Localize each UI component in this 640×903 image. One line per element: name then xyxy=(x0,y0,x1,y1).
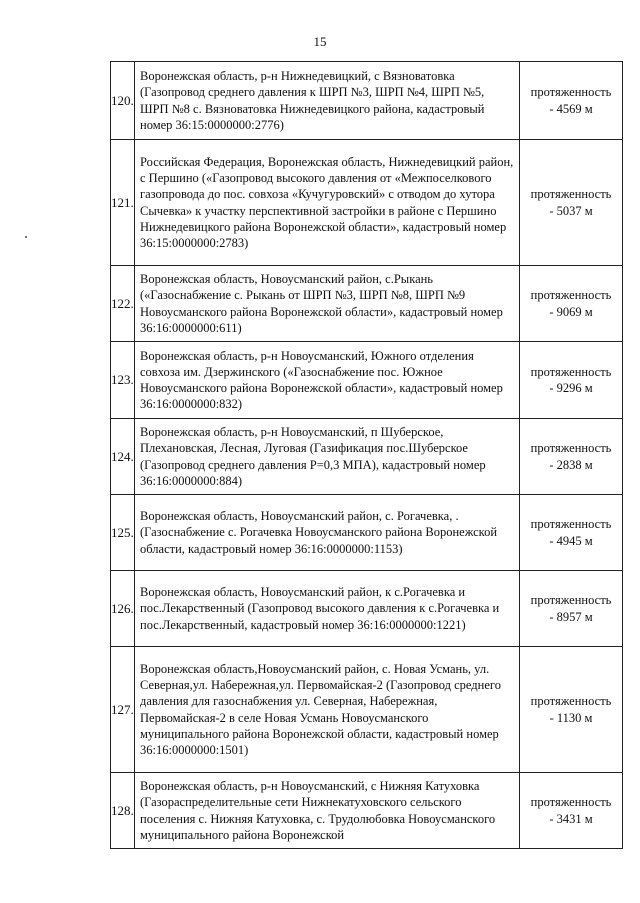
row-description: Российская Федерация, Воронежская область, Нижнедевицкий район, с Першино («Газопровод высокого давления от «Межпоселкового газопровода до пос. совхоза «Кучугуровский» с отводом до хутора Сычевка» к участку перспективной застройки в районе с Першино Нижнедевицкого района Воронежской области», кадастровый номер 36:15:0000000:2783) xyxy=(135,140,520,266)
page-number: 15 xyxy=(313,34,327,49)
row-length xyxy=(520,342,623,419)
row-number: 127. xyxy=(111,647,135,773)
length-value: - 4569 м xyxy=(549,101,593,116)
row-number: 120. xyxy=(111,62,135,140)
row-number: 126. xyxy=(111,571,135,647)
table-row xyxy=(111,419,623,495)
row-description: Воронежская область,Новоусманский район, с. Новая Усмань, ул. Северная,ул. Набережная,ул. Первомайская-2 (Газопровод среднего давления для газоснабжения ул. Северная, Набережная, Первомайская-2 в селе Новая Усмань Новоусманского муниципального района Воронежской области, кадастровый номер 36:16:0000000:1501) xyxy=(135,647,520,773)
row-number: 125. xyxy=(111,495,135,571)
length-label: протяженность xyxy=(530,694,612,709)
length-value: - 5037 м xyxy=(549,203,593,218)
length-label: протяженность xyxy=(530,593,612,608)
row-length xyxy=(520,419,623,495)
row-description: Воронежская область, Новоусманский район, с.Рыкань («Газоснабжение с. Рыкань от ШРП №3, ШРП №8, ШРП №9 Новоусманского района Воронежской области», кадастровый номер 36:16:0000000:611) xyxy=(135,266,520,342)
row-number: 123. xyxy=(111,342,135,419)
table-row xyxy=(111,647,623,773)
row-number: 122. xyxy=(111,266,135,342)
length-label: протяженность xyxy=(530,795,612,810)
row-length xyxy=(520,773,623,849)
table-row xyxy=(111,571,623,647)
row-description: Воронежская область, Новоусманский район, к с.Рогачевка и пос.Лекарственный (Газопровод высокого давления к с.Рогачевка и пос.Лекарственный, кадастровый номер 36:16:0000000:1221) xyxy=(135,571,520,647)
row-number: 121. xyxy=(111,140,135,266)
length-value: - 1130 м xyxy=(549,710,593,725)
row-number: 128. xyxy=(111,773,135,849)
table-row xyxy=(111,62,623,140)
row-length xyxy=(520,140,623,266)
table-row xyxy=(111,773,623,849)
row-description: Воронежская область, р-н Новоусманский, п Шуберское, Плехановская, Лесная, Луговая (Газификация пос.Шуберское (Газопровод среднего давления Р=0,3 МПА), кадастровый номер 36:16:0000000:884) xyxy=(135,419,520,495)
margin-dot xyxy=(25,236,27,238)
row-length xyxy=(520,571,623,647)
row-length xyxy=(520,62,623,140)
length-value: - 8957 м xyxy=(549,609,593,624)
table-row xyxy=(111,140,623,266)
row-description: Воронежская область, р-н Новоусманский, Южного отделения совхоза им. Дзержинского («Газоснабжение пос. Южное Новоусманского района Воронежской области», кадастровый номер 36:16:0000000:832) xyxy=(135,342,520,419)
row-description: Воронежская область, р-н Новоусманский, с Нижняя Катуховка (Газораспределительные сети Нижнекатуховского сельского поселения с. Нижняя Катуховка, с. Трудолюбовка Новоусманского муниципального района Воронежской xyxy=(135,773,520,849)
length-value: - 3431 м xyxy=(549,811,593,826)
row-length xyxy=(520,647,623,773)
length-value: - 2838 м xyxy=(549,457,593,472)
length-label: протяженность xyxy=(530,187,612,202)
length-label: протяженность xyxy=(530,441,612,456)
row-number: 124. xyxy=(111,419,135,495)
property-table xyxy=(110,61,623,849)
length-label: протяженность xyxy=(530,364,612,379)
row-length xyxy=(520,266,623,342)
row-description: Воронежская область, р-н Нижнедевицкий, с Вязноватовка (Газопровод среднего давления к ШРП №3, ШРП №4, ШРП №5, ШРП №8 с. Вязноватовка Нижнедевицкого района, кадастровый номер 36:15:0000000:2776) xyxy=(135,62,520,140)
table-row xyxy=(111,266,623,342)
length-value: - 9069 м xyxy=(549,304,593,319)
length-value: - 4945 м xyxy=(549,533,593,548)
row-length xyxy=(520,495,623,571)
table-row xyxy=(111,342,623,419)
length-label: протяженность xyxy=(530,85,612,100)
length-label: протяженность xyxy=(530,288,612,303)
length-label: протяженность xyxy=(530,517,612,532)
table-row xyxy=(111,495,623,571)
row-description: Воронежская область, Новоусманский район, с. Рогачевка, . (Газоснабжение с. Рогачевка Новоусманского района Воронежской области, кадастровый номер 36:16:0000000:1153) xyxy=(135,495,520,571)
length-value: - 9296 м xyxy=(549,381,593,395)
